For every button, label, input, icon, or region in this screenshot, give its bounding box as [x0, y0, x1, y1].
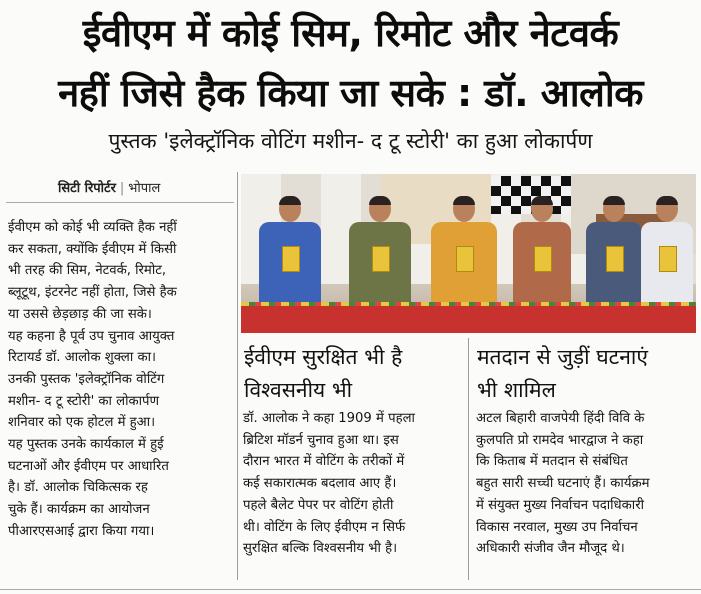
book-icon	[282, 246, 300, 272]
article-line: थी। वोटिंग के लिए ईवीएम न सिर्फ	[243, 519, 406, 535]
article-line: कि किताब में मतदान से संबंधित	[476, 454, 628, 470]
photo-person-hair	[453, 196, 475, 205]
article-line: कई सकारात्मक बदलाव आए हैं।	[243, 476, 397, 492]
bottom-rule	[0, 589, 701, 590]
article-line: दौरान भारत में वोटिंग के तरीकों में	[243, 454, 405, 470]
book-icon	[659, 246, 677, 272]
article-line: बहुत सारी सच्ची घटनाएं हैं। कार्यक्रम	[476, 476, 650, 492]
subheadline: पुस्तक 'इलेक्ट्रॉनिक वोटिंग मशीन- द टू स्टोरी' का हुआ लोकार्पण	[108, 129, 593, 153]
section-3-heading	[477, 341, 697, 407]
article-line: शनिवार को एक होटल में हुआ।	[8, 415, 156, 431]
byline-reporter: सिटी रिपोर्टर	[58, 181, 116, 196]
book-launch-photo	[241, 174, 696, 333]
book-icon	[534, 246, 552, 272]
byline-rule	[6, 202, 234, 203]
article-line: अटल बिहारी वाजपेयी हिंदी विवि के	[476, 411, 645, 426]
article-line: में संयुक्त मुख्य निर्वाचन पदाधिकारी	[476, 497, 645, 513]
article-line: कुलपति प्रो रामदेव भारद्वाज ने कहा	[476, 432, 644, 448]
headline-line-2: नहीं जिसे हैक किया जा सके : डॉ. आलोक	[58, 71, 643, 115]
article-line: डॉ. आलोक ने कहा 1909 में पहला	[243, 411, 415, 426]
book-icon	[372, 246, 390, 272]
photo-table	[241, 306, 696, 333]
photo-person-hair	[531, 196, 553, 205]
article-line: पीआरएसआई द्वारा किया गया।	[8, 523, 155, 539]
book-icon	[456, 246, 474, 272]
article-line: या उससे छेड़छाड़ की जा सके।	[8, 306, 152, 322]
article-line: ब्लूटूथ, इंटरनेट नहीं होता, जिसे हैक	[8, 285, 177, 301]
article-line: चुके हैं। कार्यक्रम का आयोजन	[8, 502, 150, 518]
article-line: ब्रिटिश मॉडर्न चुनाव हुआ था। इस	[243, 432, 399, 448]
section-heading-line: मतदान से जुड़ीं घटनाएं	[477, 345, 648, 369]
article-column-3	[476, 408, 694, 560]
article-column-1	[8, 217, 234, 543]
column-divider-2	[468, 338, 469, 580]
photo-person-hair	[279, 196, 301, 205]
article-line: है। डॉ. आलोक चिकित्सक रह	[8, 480, 148, 496]
article-line: यह पुस्तक उनके कार्यकाल में हुई	[8, 437, 164, 453]
article-line: कर सकता, क्योंकि ईवीएम में किसी	[8, 241, 177, 257]
article-line: भी तरह की सिम, नेटवर्क, रिमोट,	[8, 263, 167, 279]
article-line: ईवीएम को कोई भी व्यक्ति हैक नहीं	[8, 220, 177, 235]
byline-separator: |	[119, 181, 125, 196]
section-heading-line: भी शामिल	[477, 378, 556, 402]
headline-line-1: ईवीएम में कोई सिम, रिमोट और नेटवर्क	[82, 11, 619, 55]
byline-city: भोपाल	[128, 181, 161, 196]
article-line: विकास नरवाल, मुख्य उप निर्वाचन	[476, 519, 638, 535]
article-line: घटनाओं और ईवीएम पर आधारित	[8, 458, 169, 474]
section-2-heading	[244, 341, 464, 407]
book-icon	[606, 246, 624, 272]
article-line: यह कहना है पूर्व उप चुनाव आयुक्त	[8, 328, 175, 344]
article-line: मशीन- द टू स्टोरी' का लोकार्पण	[8, 393, 160, 409]
section-heading-line: विश्वसनीय भी	[244, 378, 353, 402]
photo-person-hair	[369, 196, 391, 205]
article-line: रिटायर्ड डॉ. आलोक शुक्ला का।	[8, 350, 157, 366]
article-line: सुरक्षित बल्कि विश्वसनीय भी है।	[243, 541, 398, 557]
article-line: पहले बैलेट पेपर पर वोटिंग होती	[243, 497, 394, 513]
article-line: अधिकारी संजीव जैन मौजूद थे।	[476, 541, 625, 557]
photo-person-hair	[603, 196, 625, 205]
article-column-2	[243, 408, 461, 560]
photo-person-hair	[656, 196, 678, 205]
article-line: उनकी पुस्तक 'इलेक्ट्रॉनिक वोटिंग	[8, 371, 165, 387]
column-divider-1	[237, 172, 238, 580]
byline	[58, 178, 160, 196]
section-heading-line: ईवीएम सुरक्षित भी है	[244, 345, 403, 369]
